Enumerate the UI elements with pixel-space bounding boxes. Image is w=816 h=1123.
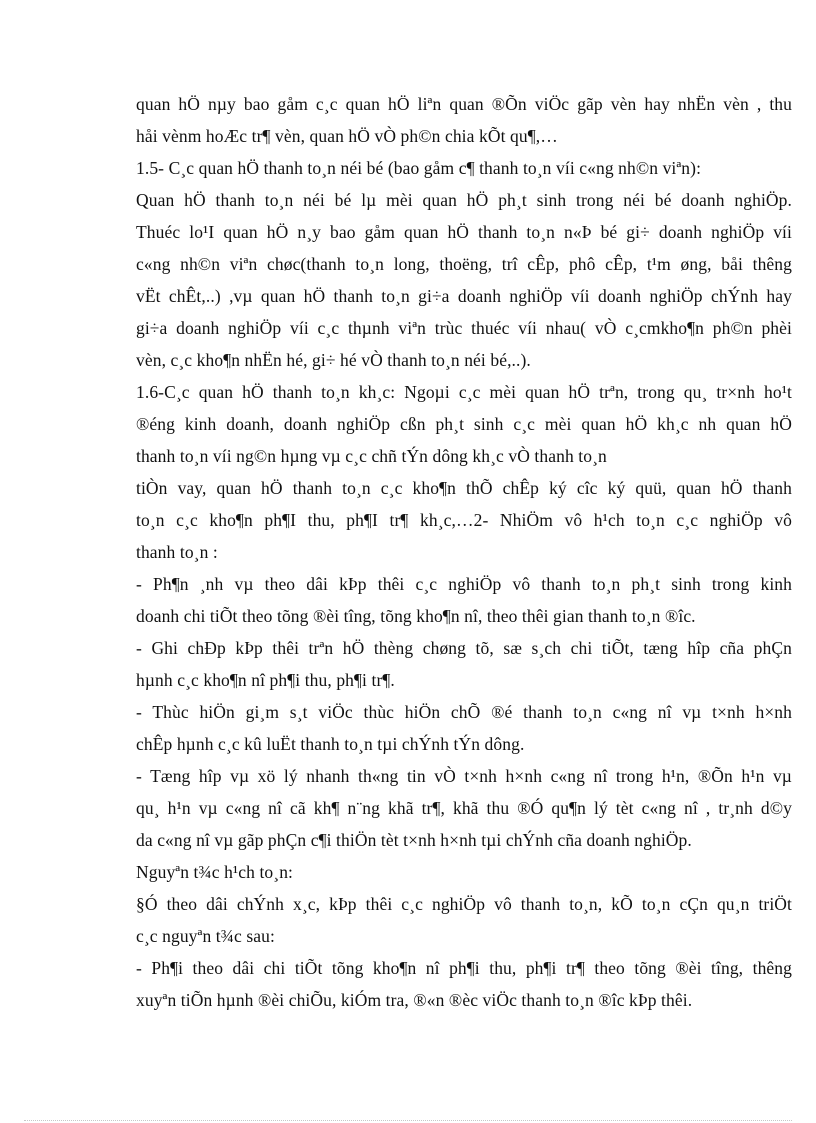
section-heading-1-5: 1.5- C¸c quan hÖ thanh to¸n néi bé (bao gåm c¶ thanh to¸n víi c«ng nh©n viªn): — [136, 158, 702, 178]
text-line: tiÒn vay, quan hÖ thanh to¸n c¸c kho¶n thÕ chÊp ký cîc ký quü, quan hÖ thanh — [136, 478, 792, 498]
subheading: Nguyªn t¾c h¹ch to¸n: — [136, 862, 294, 882]
text-line: hµnh c¸c kho¶n nî ph¶i thu, ph¶i tr¶. — [136, 670, 395, 690]
body-text — [136, 88, 792, 1016]
text-line: chÊp hµnh c¸c kû luËt thanh to¸n tµi chÝnh tÝn dông. — [136, 734, 525, 754]
text-line: vèn, c¸c kho¶n nhËn hé, gi÷ hé vÒ thanh to¸n néi bé,..). — [136, 350, 531, 370]
section-heading-1-6: 1.6-C¸c quan hÖ thanh to¸n kh¸c: Ngoµi c¸c mèi quan hÖ trªn, trong qu¸ tr×nh ho¹t — [136, 382, 792, 402]
text-line: da c«ng nî vµ gãp phÇn c¶i thiÖn tèt t×nh h×nh tµi chÝnh cña doanh nghiÖp. — [136, 830, 692, 850]
text-line: c«ng nh©n viªn chøc(thanh to¸n long, thoëng, trî cÊp, phô cÊp, t¹m øng, båi thêng — [136, 254, 792, 274]
text-line: Quan hÖ thanh to¸n néi bé lµ mèi quan hÖ ph¸t sinh trong néi bé doanh nghiÖp. — [136, 190, 792, 210]
text-line: c¸c nguyªn t¾c sau: — [136, 926, 275, 946]
page-bottom-rule — [24, 1120, 792, 1121]
text-line: thanh to¸n víi ng©n hµng vµ c¸c chñ tÝn dông kh¸c vÒ thanh to¸n — [136, 446, 607, 466]
text-line: ®éng kinh doanh, doanh nghiÖp cßn ph¸t sinh c¸c mèi quan hÖ kh¸c nh quan hÖ — [136, 414, 792, 434]
bullet-item: - Ph¶i theo dâi chi tiÕt tõng kho¶n nî ph¶i thu, ph¶i tr¶ theo tõng ®èi tîng, thêng — [136, 958, 792, 978]
bullet-item: - Tæng hîp vµ xö lý nhanh th«ng tin vÒ t×nh h×nh c«ng nî trong h¹n, ®Õn h¹n vµ — [136, 766, 792, 786]
text-line: håi vènm hoÆc tr¶ vèn, quan hÖ vÒ ph©n chia kÕt qu¶,… — [136, 126, 558, 146]
text-line: thanh to¸n : — [136, 542, 218, 562]
bullet-item: - Ghi chÐp kÞp thêi trªn hÖ thèng chøng tõ, sæ s¸ch chi tiÕt, tæng hîp cña phÇn — [136, 638, 792, 658]
text-line: xuyªn tiÕn hµnh ®èi chiÕu, kiÓm tra, ®«n ®èc viÖc thanh to¸n ®îc kÞp thêi. — [136, 990, 693, 1010]
bullet-item: - Thùc hiÖn gi¸m s¸t viÖc thùc hiÖn chÕ ®é thanh to¸n c«ng nî vµ t×nh h×nh — [136, 702, 792, 722]
text-line: qu¸ h¹n vµ c«ng nî cã kh¶ n¨ng khã tr¶, khã thu ®Ó qu¶n lý tèt c«ng nî , tr¸nh d©y — [136, 798, 792, 818]
text-line: §Ó theo dâi chÝnh x¸c, kÞp thêi c¸c nghiÖp vô thanh to¸n, kÕ to¸n cÇn qu¸n triÖt — [136, 894, 792, 914]
text-line: gi÷a doanh nghiÖp víi c¸c thµnh viªn trùc thuéc víi nhau( vÒ c¸cmkho¶n ph©n phèi — [136, 318, 792, 338]
text-line: quan hÖ nµy bao gåm c¸c quan hÖ liªn quan ®Õn viÖc gãp vèn hay nhËn vèn , thu — [136, 94, 792, 114]
text-line: to¸n c¸c kho¶n ph¶I thu, ph¶I tr¶ kh¸c,…2- NhiÖm vô h¹ch to¸n c¸c nghiÖp vô — [136, 510, 792, 530]
text-line: Thuéc lo¹I quan hÖ n¸y bao gåm quan hÖ thanh to¸n n«Þ bé gi÷ doanh nghiÖp víi — [136, 222, 792, 242]
bullet-item: - Ph¶n ¸nh vµ theo dâi kÞp thêi c¸c nghiÖp vô thanh to¸n ph¸t sinh trong kinh — [136, 574, 792, 594]
text-line: doanh chi tiÕt theo tõng ®èi tîng, tõng kho¶n nî, theo thêi gian thanh to¸n ®îc. — [136, 606, 696, 626]
text-line: vËt chÊt,..) ,vµ quan hÖ thanh to¸n gi÷a doanh nghiÖp víi doanh nghiÖp chÝnh hay — [136, 286, 792, 306]
